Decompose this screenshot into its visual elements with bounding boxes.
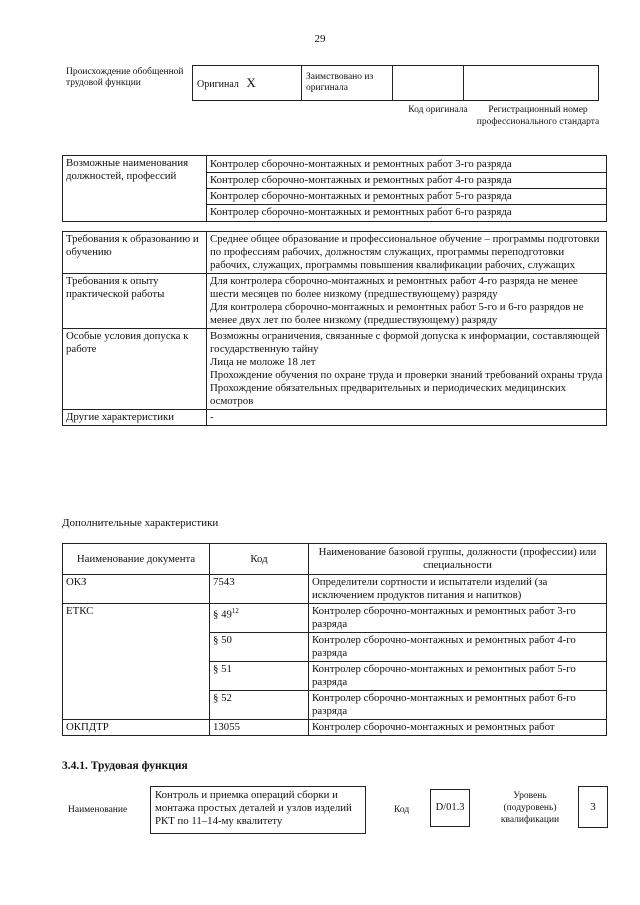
req-line: Прохождение обязательных предварительных и периодических медицинских осмотров: [210, 382, 567, 407]
req-line: Для контролера сборочно-монтажных и ремонтных работ 4-го разряда не менее шести месяцев по более низкому (предшествующему) разряду: [210, 275, 578, 300]
positions-table: [62, 155, 607, 222]
function-code-value: D/01.3: [430, 789, 470, 827]
req-other-value: -: [207, 410, 607, 426]
origin-label: Происхождение обобщенной трудовой функции: [66, 67, 184, 88]
req-education-value: Среднее общее образование и профессиональное обучение – программы подготовки по профессиям рабочих, должностям служащих, программы переподготовки рабочих, служащих, программы повышения квалификации рабочих, служащих: [207, 232, 607, 274]
positions-list: [207, 156, 607, 222]
okz-code: 7543: [210, 575, 309, 604]
okz-name: Определители сортности и испытатели изделий (за исключением продуктов питания и напитков): [309, 575, 607, 604]
etks-code: § 52: [210, 691, 309, 720]
etks-footnote: 12: [231, 607, 239, 615]
borrowed-cell: Заимствовано из оригинала: [302, 66, 393, 101]
origin-reg-cell: [464, 66, 599, 101]
origin-code-cell: [393, 66, 464, 101]
req-education-label: Требования к образованию и обучению: [63, 232, 207, 274]
function-name-label: Наименование: [68, 805, 128, 815]
page-number: 29: [314, 33, 326, 45]
okpdtr-code: 13055: [210, 720, 309, 736]
req-line: Для контролера сборочно-монтажных и ремонтных работ 5-го и 6-го разрядов не менее двух лет по более низкому (предшествующему) разряду: [210, 301, 584, 326]
origin-original-cell: [193, 66, 302, 101]
etks-code: § 51: [210, 662, 309, 691]
position-item: Контролер сборочно-монтажных и ремонтных работ 6-го разряда: [210, 206, 512, 218]
etks-name: Контролер сборочно-монтажных и ремонтных работ 6-го разряда: [309, 691, 607, 720]
origin-table: [192, 65, 599, 101]
req-experience-value: [207, 274, 607, 329]
okpdtr-doc: ОКПДТР: [63, 720, 210, 736]
function-name-value: Контроль и приемка операций сборки и монтажа простых деталей и узлов изделий РКТ по 11–14-му квалитету: [150, 786, 366, 834]
positions-label: Возможные наименования должностей, профессий: [63, 156, 207, 222]
okpdtr-name: Контролер сборочно-монтажных и ремонтных работ: [309, 720, 607, 736]
origin-reg-caption: Регистрационный номер профессионального стандарта: [476, 105, 600, 127]
position-item: Контролер сборочно-монтажных и ремонтных работ 3-го разряда: [207, 157, 606, 173]
req-line: Возможны ограничения, связанные с формой допуска к информации, составляющей государственную тайну: [210, 330, 600, 355]
etks-name: Контролер сборочно-монтажных и ремонтных работ 4-го разряда: [309, 633, 607, 662]
section-title: 3.4.1. Трудовая функция: [62, 760, 188, 772]
req-special-label: Особые условия допуска к работе: [63, 329, 207, 410]
requirements-table: [62, 231, 607, 426]
req-other-label: Другие характеристики: [63, 410, 207, 426]
origin-code-caption: Код оригинала: [408, 105, 468, 115]
req-experience-label: Требования к опыту практической работы: [63, 274, 207, 329]
header-name: Наименование базовой группы, должности (профессии) или специальности: [309, 544, 607, 575]
function-level-label: Уровень (подуровень) квалификации: [500, 791, 560, 825]
etks-code: § 50: [210, 633, 309, 662]
function-code-label: Код: [394, 805, 410, 815]
etks-doc: ЕТКС: [63, 604, 210, 720]
original-mark: X: [246, 75, 256, 90]
req-line: Лица не моложе 18 лет: [210, 356, 316, 368]
position-item: Контролер сборочно-монтажных и ремонтных работ 5-го разряда: [207, 189, 606, 205]
additional-title: Дополнительные характеристики: [62, 517, 219, 529]
header-doc: Наименование документа: [63, 544, 210, 575]
header-code: Код: [210, 544, 309, 575]
etks-name: Контролер сборочно-монтажных и ремонтных работ 5-го разряда: [309, 662, 607, 691]
etks-code-text: § 49: [213, 608, 232, 621]
function-level-value: 3: [578, 786, 608, 828]
additional-table: [62, 543, 607, 736]
etks-name: Контролер сборочно-монтажных и ремонтных работ 3-го разряда: [309, 604, 607, 633]
okz-doc: ОКЗ: [63, 575, 210, 604]
original-label: Оригинал: [197, 79, 239, 90]
req-line: Прохождение обучения по охране труда и проверки знаний требований охраны труда: [210, 369, 603, 381]
position-item: Контролер сборочно-монтажных и ремонтных работ 4-го разряда: [207, 173, 606, 189]
req-special-value: [207, 329, 607, 410]
etks-code: [210, 604, 309, 633]
